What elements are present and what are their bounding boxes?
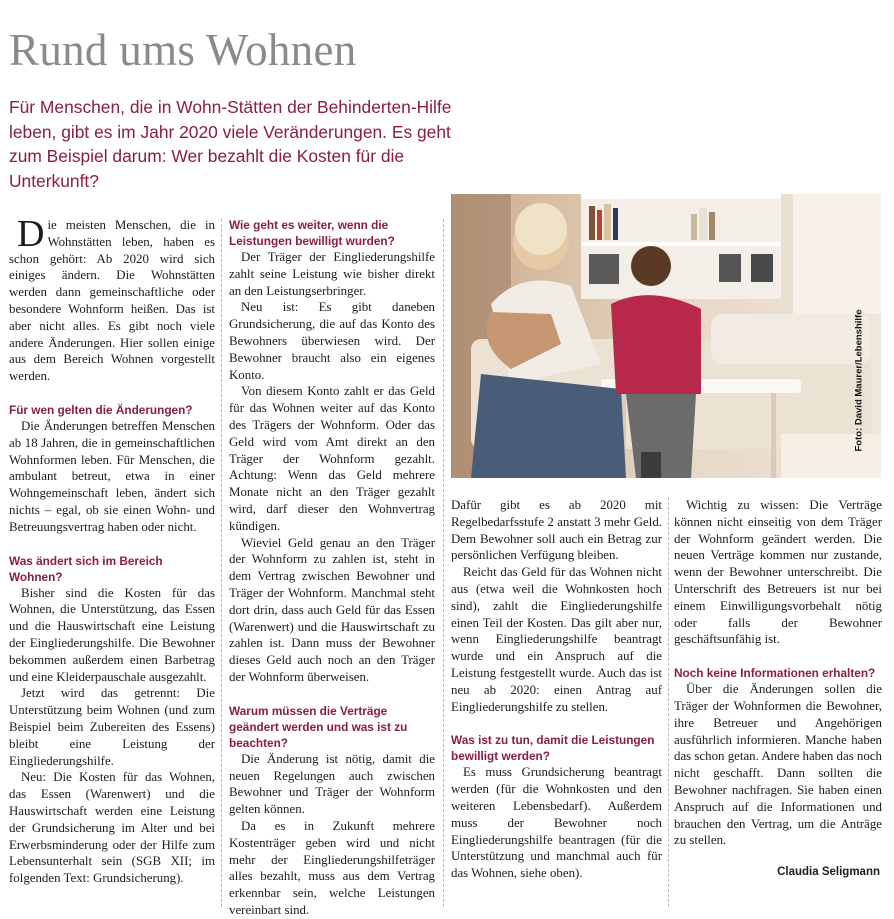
page-title: Rund ums Wohnen — [9, 25, 357, 75]
article-photo — [451, 194, 881, 478]
article-column-2 — [229, 217, 435, 919]
paragraph: Die Änderungen betreffen Menschen ab 18 Jahren, die in gemeinschaftlichen Wohnformen leben. Für Menschen, die ambulant betreut, etwa in einer Wohngemeinschaft leben, ändert sich nichts – egal, ob sie einen Wohn- und Betreuungsvertrag haben oder nicht. — [9, 418, 215, 534]
lead-paragraph: Die meisten Menschen, die in Wohnstätten leben, haben es schon gehört: Ab 2020 wird sich einiges ändern. Die Wohnstätten werden dann gemeinschaftliche oder besondere Wohnform heißen. Das ist aber nicht alles. Es gibt noch viele andere Änderungen. Hier sollen einige aus dem Bereich Wohnen vorgestellt werden. — [9, 213, 215, 384]
paragraph: Es muss Grundsicherung beantragt werden (für die Wohnkosten und den weiteren Lebensbedarf). Außerdem muss der Bewohner noch Eingliederungshilfe beantragen (für die Unterstützung und manchmal auch für das Wohnen, siehe oben). — [451, 765, 662, 881]
paragraph: Von diesem Konto zahlt er das Geld für das Wohnen weiter auf das Konto des Trägers der Wohnform. Oder das Geld wird vom Amt direkt an den Träger der Wohnform gezahlt. Achtung: Wenn das Geld mehrere Monate nicht an den Träger gezahlt wird, darf dieser den Wohnvertrag kündigen. — [229, 384, 435, 533]
column-divider — [221, 219, 222, 907]
paragraph: Jetzt wird das getrennt: Die Unterstützung beim Wohnen (und zum Beispiel beim Zubereiten des Essens) bleibt eine Leistung der Eingliederungshilfe. — [9, 686, 215, 768]
article-column-1 — [9, 213, 215, 887]
intro-text: Für Menschen, die in Wohn-Stätten der Behinderten-Hilfe leben, gibt es im Jahr 2020 viele Veränderungen. Es geht zum Beispiel darum: Wer bezahlt die Kosten für die Unterkunft? — [9, 97, 452, 192]
subheading: Warum müssen die Verträge geändert werden und was ist zu beachten? — [229, 703, 408, 750]
article-column-4 — [674, 497, 882, 849]
subheading: Was ist zu tun, damit die Leistungen bewilligt werden? — [451, 733, 655, 764]
paragraph: Wieviel Geld genau an den Träger der Wohnform zu zahlen ist, steht in dem Vertrag zwischen Bewohner und Träger der Wohnform. Manchmal steht dort drin, dass auch Geld für das Essen (Warenwert) und die Hauswirtschaft zu zahlen ist. Dann muss der Bewohner dieses Geld auch noch an den Träger der Wohnform überweisen. — [229, 535, 435, 684]
author-byline: Claudia Seligmann — [777, 866, 880, 878]
column-divider — [668, 497, 669, 907]
paragraph: Wichtig zu wissen: Die Verträge können nicht einseitig von dem Träger der Wohnform geändert werden. Die neuen Verträge kommen nur zustande, wenn der Bewohner unterschreibt. Die Unterschrift des Betreuers ist nur bei einem Einwilligungsvorbehalt nötig oder falls der Bewohner geschäftsunfähig ist. — [674, 498, 882, 647]
photo-illustration — [451, 194, 881, 478]
paragraph: Bisher sind die Kosten für das Wohnen, die Unterstützung, das Essen und die Hauswirtschaft eine Leistung der Eingliederungshilfe. Die Bewohner bekommen außerdem einen Barbetrag und eine Kleiderpauschale ausgezahlt. — [9, 585, 215, 684]
paragraph: Da es in Zukunft mehrere Kostenträger geben wird und nicht mehr der Eingliederungshilfeträger alles bezahlt, muss aus dem Vertrag erkennbar sein, welche Leistungen vereinbart sind. — [229, 818, 435, 917]
subheading: Wie geht es weiter, wenn die Leistungen bewilligt wurden? — [229, 218, 395, 248]
drop-cap: D — [17, 213, 45, 255]
column-divider — [443, 219, 444, 907]
paragraph: Über die Änderungen sollen die Träger der Wohnformen die Bewohner, ihre Betreuer und Angehörigen ausführlich informieren. Manche haben das schon getan. Andere haben das noch nicht geschafft. Dann sollten die Bewohner nachfragen. Sie haben einen Anspruch auf die Informationen und brauchen den Vertrag, um die Anträge zu stellen. — [674, 682, 882, 848]
subheading: Noch keine Informationen erhalten? — [674, 666, 876, 681]
article-column-3 — [451, 497, 662, 882]
paragraph: Dafür gibt es ab 2020 mit Regelbedarfsstufe 2 anstatt 3 mehr Geld. Dem Bewohner soll auch ein Betrag zur persönlichen Verfügung bleiben. — [451, 498, 662, 563]
paragraph: Der Träger der Eingliederungshilfe zahlt seine Leistung wie bisher direkt an den Leistungserbringer. — [229, 250, 435, 298]
paragraph: Neu: Die Kosten für das Wohnen, das Essen (Warenwert) und die Hauswirtschaft werden eine Leistung der Grundsicherung im Alter und bei Erwerbsminderung oder der Hilfe zum Lebensunterhalt sein (SGB XII; im folgenden Text: Grundsicherung). — [9, 770, 215, 886]
paragraph: Neu ist: Es gibt daneben Grundsicherung, die auf das Konto des Bewohners überwiesen wird. Der Bewohner braucht also ein eigenes Konto. — [229, 300, 435, 382]
paragraph: Die Änderung ist nötig, damit die neuen Regelungen auch zwischen Bewohner und Träger der Wohnform gelten können. — [229, 751, 435, 817]
paragraph: Reicht das Geld für das Wohnen nicht aus (etwa weil die Wohnkosten hoch sind), zahlt die Eingliederungshilfe einen Teil der Kosten. Das gilt aber nur, wenn Eingliederungshilfe beantragt wurde und ein Anspruch auf die Leistung festgestellt wurde. Auch das ist neu ab 2020: einen Antrag auf Eingliederungshilfe zu stellen. — [451, 565, 662, 714]
subheading: Was ändert sich im Bereich Wohnen? — [9, 553, 163, 584]
photo-credit: Foto: David Maurer/Lebenshilfe — [853, 309, 865, 451]
subheading: Für wen gelten die Änderungen? — [9, 402, 193, 417]
